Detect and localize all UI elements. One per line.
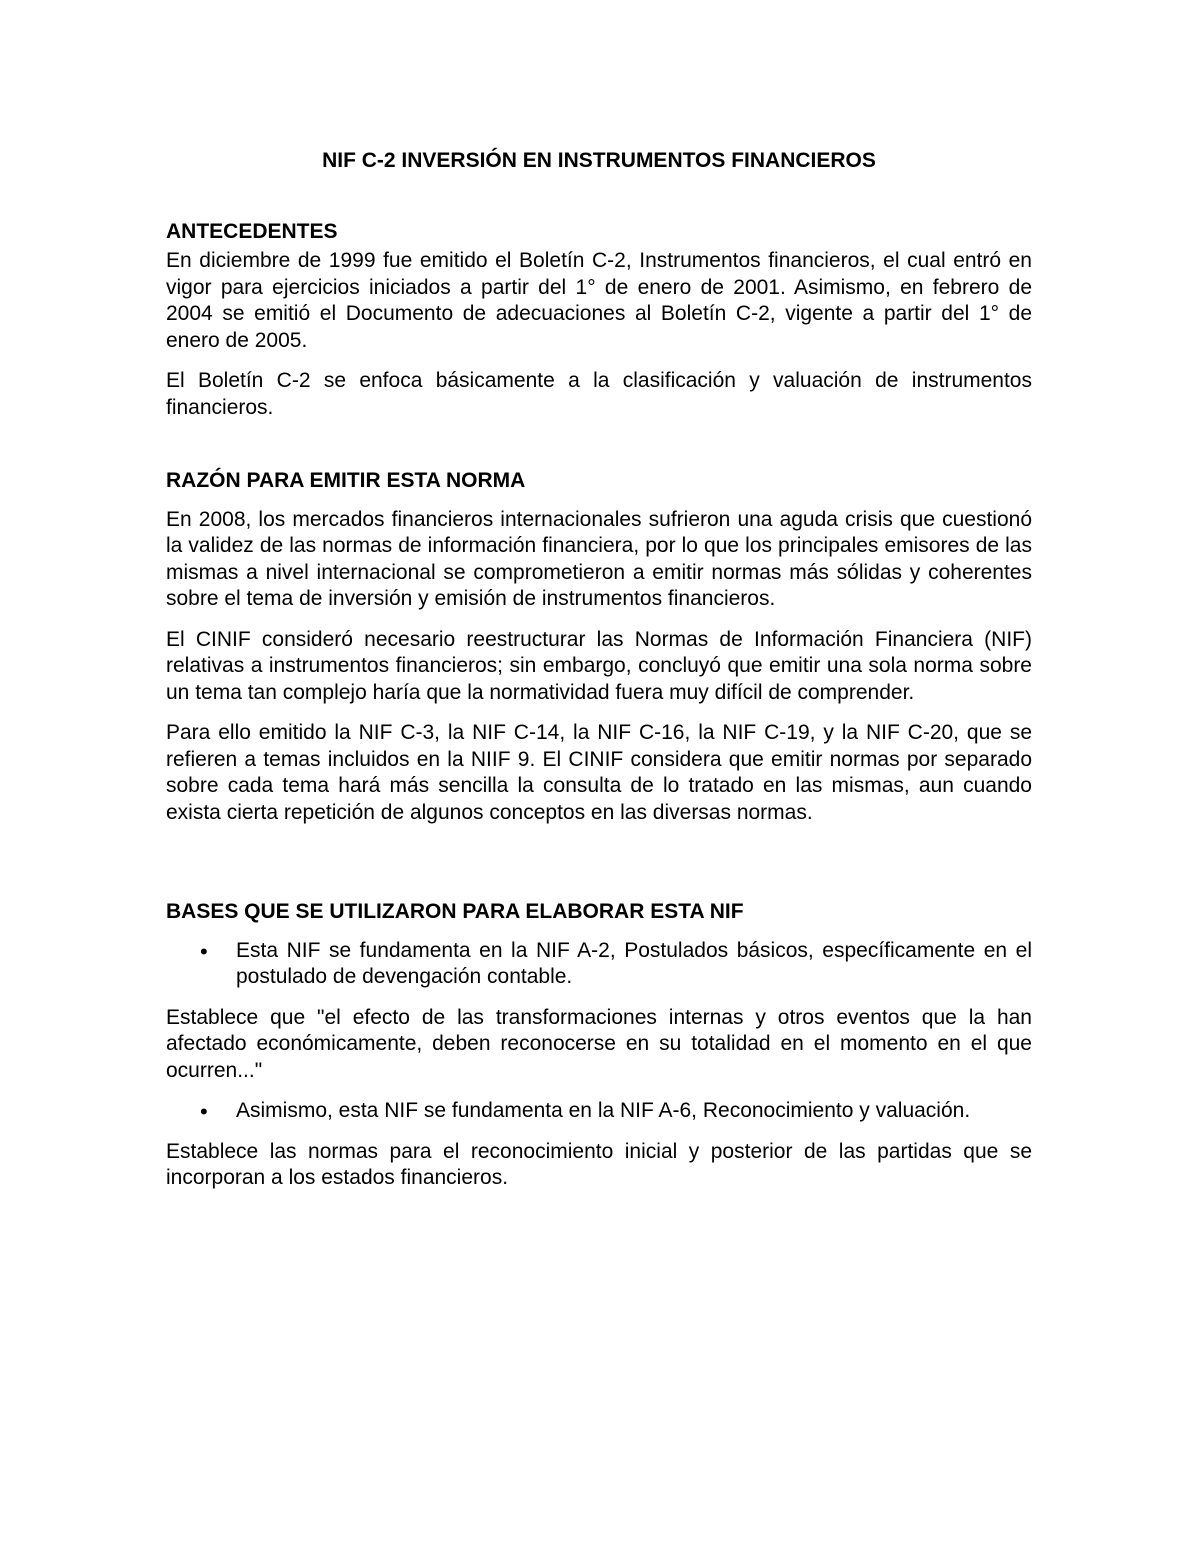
paragraph: Establece las normas para el reconocimiento inicial y posterior de las partidas que se incorporan a los estados financieros. (166, 1139, 1032, 1189)
spacer (166, 435, 1032, 468)
section-heading-antecedentes: ANTECEDENTES (166, 219, 338, 243)
section-heading-razon: RAZÓN PARA EMITIR ESTA NORMA (166, 469, 526, 492)
list-item-text: Esta NIF se fundamenta en la NIF A-2, Postulados básicos, específicamente en el postulado de devengación contable. (236, 938, 1032, 988)
bullet-list (166, 938, 1032, 991)
document-page (166, 148, 1032, 1206)
paragraph: En diciembre de 1999 fue emitido el Boletín C-2, Instrumentos financieros, el cual entró en vigor para ejercicios iniciados a partir del 1° de enero de 2001. Asimismo, en febrero de 2004 se emitió el Documento de adecuaciones al Boletín C-2, vigente a partir del 1° de enero de 2005. (166, 249, 1032, 352)
list-item (166, 1098, 1032, 1125)
list-item (166, 938, 1032, 991)
bullet-icon: • (200, 1099, 208, 1124)
paragraph: El Boletín C-2 se enfoca básicamente a la clasificación y valuación de instrumentos financieros. (166, 369, 1032, 419)
spacer (166, 840, 1032, 899)
paragraph: En 2008, los mercados financieros internacionales sufrieron una aguda crisis que cuestionó la validez de las normas de información financiera, por lo que los principales emisores de las mismas a nivel internacional se comprometieron a emitir normas más sólidas y coherentes sobre el tema de inversión y emisión de instrumentos financieros. (166, 507, 1032, 610)
paragraph: Establece que "el efecto de las transformaciones internas y otros eventos que la han afectado económicamente, deben reconocerse en su totalidad en el momento en el que ocurren..." (166, 1005, 1032, 1082)
section-heading-bases: BASES QUE SE UTILIZARON PARA ELABORAR ESTA NIF (166, 900, 744, 923)
bullet-icon: • (200, 938, 208, 964)
paragraph: Para ello emitido la NIF C-3, la NIF C-14, la NIF C-16, la NIF C-19, y la NIF C-20, que se refieren a temas incluidos en la NIIF 9. El CINIF considera que emitir normas por separado sobre cada tema hará más sencilla la consulta de lo tratado en las mismas, aun cuando exista cierta repetición de algunos conceptos en las diversas normas. (166, 721, 1032, 824)
bullet-list (166, 1098, 1032, 1125)
paragraph: El CINIF consideró necesario reestructurar las Normas de Información Financiera (NIF) relativas a instrumentos financieros; sin embargo, concluyó que emitir una sola norma sobre un tema tan complejo haría que la normatividad fuera muy difícil de comprender. (166, 627, 1032, 704)
document-title: NIF C-2 INVERSIÓN EN INSTRUMENTOS FINANCIEROS (322, 149, 876, 172)
list-item-text: Asimismo, esta NIF se fundamenta en la NIF A-6, Reconocimiento y valuación. (236, 1099, 971, 1122)
